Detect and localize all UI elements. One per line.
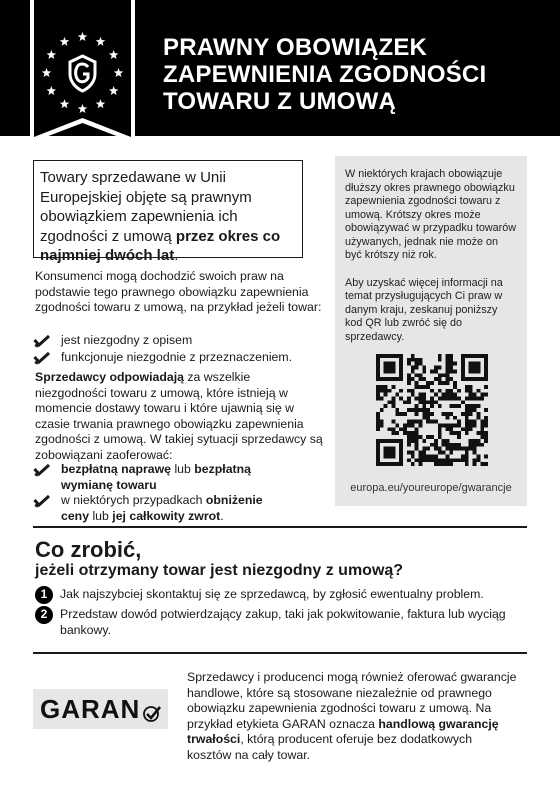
consumer-check-item <box>33 350 292 366</box>
section-subtitle: jeżeli otrzymany towar jest niezgodny z umową? <box>35 562 404 579</box>
offer1-text: lub <box>171 462 195 476</box>
intro-bold: przez okres co najmniej dwóch lat <box>40 227 281 264</box>
divider <box>33 652 527 654</box>
sellers-bold: Sprzedawcy odpowiadają <box>35 370 184 384</box>
sidebar-paragraph-2: Aby uzyskać więcej informacji na temat przysługujących Ci praw w danym kraju, zeskanuj poniższy kod QR lub zwróć się do sprzedawcy. <box>345 276 503 343</box>
offer1-bold-1: bezpłatną naprawę <box>61 462 172 476</box>
intro-box <box>33 160 303 264</box>
title-line-1: PRAWNY OBOWIĄZEK <box>163 34 428 61</box>
offer2-text-2: lub <box>89 508 113 523</box>
checkmark-icon <box>33 494 51 508</box>
garan-logo <box>33 689 168 729</box>
offer2-bold-2: jej całkowity zwrot <box>112 508 221 523</box>
page-title <box>163 34 486 115</box>
sellers-paragraph <box>35 370 325 464</box>
consumer-item-2: funkcjonuje niezgodnie z przeznaczeniem. <box>61 350 293 364</box>
step-number: 2 <box>35 606 53 624</box>
checkmark-icon <box>33 463 51 477</box>
guarantee-bold: handlową gwarancję trwałości <box>187 716 499 747</box>
garan-logo-text: GARAN <box>40 693 141 724</box>
step-text: Przedstaw dowód potwierdzający zakup, taki jak pokwitowanie, faktura lub wyciąg bankowy. <box>60 607 506 637</box>
seller-offer-item <box>33 493 291 524</box>
divider <box>33 526 527 528</box>
consumers-paragraph: Konsumenci mogą dochodzić swoich praw na podstawie tego prawnego obowiązku zapewnienia zgodności towaru z umową, na przykład jeżeli towar: <box>35 269 322 315</box>
offer2-bold-1: obniżenie ceny <box>61 493 263 523</box>
guarantee-text-1: Sprzedawcy i producenci mogą również oferować gwarancje handlowe, które są stosowane niezależnie od prawnego obowiązku zapewnienia zgodności towaru z umową. Na przykład etykieta GARAN oznacza <box>187 670 517 731</box>
step-number: 1 <box>35 586 53 604</box>
info-sidebar <box>335 156 527 506</box>
offer1-bold-2: bezpłatną wymianę towaru <box>61 462 251 492</box>
seller-offer-item <box>33 462 291 493</box>
consumer-item-1: jest niezgodny z opisem <box>61 333 193 347</box>
guarantee-text-2: , którą producent oferuje bez dodatkowych kosztów na cały towar. <box>187 732 473 762</box>
step-item <box>35 607 530 638</box>
checkmark-icon <box>142 704 162 722</box>
section-title: Co zrobić, <box>35 537 142 562</box>
title-line-2: ZAPEWNIENIA ZGODNOŚCI <box>163 61 487 88</box>
step-item <box>35 587 530 604</box>
intro-end: . <box>174 247 179 264</box>
offer2-text-1: w niektórych przypadkach <box>61 493 206 507</box>
offer2-text-3: . <box>220 508 224 523</box>
step-text: Jak najszybciej skontaktuj się ze sprzedawcą, by zgłosić ewentualny problem. <box>60 587 484 601</box>
checkmark-icon <box>33 334 51 348</box>
sellers-text: za wszelkie niezgodności towaru z umową, które istnieją w momencie dostawy towaru i które ujawnią się w czasie trwania prawnego obowiązku zapewnienia zgodności z umową. W takiej sytuacji sprzedawcy są zobowiązani zaoferować: <box>35 370 323 462</box>
intro-text: Towary sprzedawane w Unii Europejskiej objęte są prawnym obowiązkiem zapewnienia ich zgodności z umową <box>40 169 252 245</box>
eu-guarantee-shield-icon <box>30 0 135 143</box>
consumer-check-item <box>33 333 192 349</box>
header-banner <box>0 0 560 136</box>
sidebar-paragraph-1: W niektórych krajach obowiązuje dłuższy okres prawnego obowiązku zapewnienia zgodności towaru z umową. Krótszy okres może obowiązywać w przypadku towarów używanych, jednak nie może on być krótszy niż rok. <box>345 168 517 261</box>
sidebar-url[interactable]: europa.eu/youreurope/gwarancje <box>350 482 512 494</box>
title-line-3: TOWARU Z UMOWĄ <box>163 88 396 115</box>
qr-code-icon[interactable] <box>376 354 488 466</box>
checkmark-icon <box>33 351 51 365</box>
guarantee-paragraph <box>187 670 517 764</box>
